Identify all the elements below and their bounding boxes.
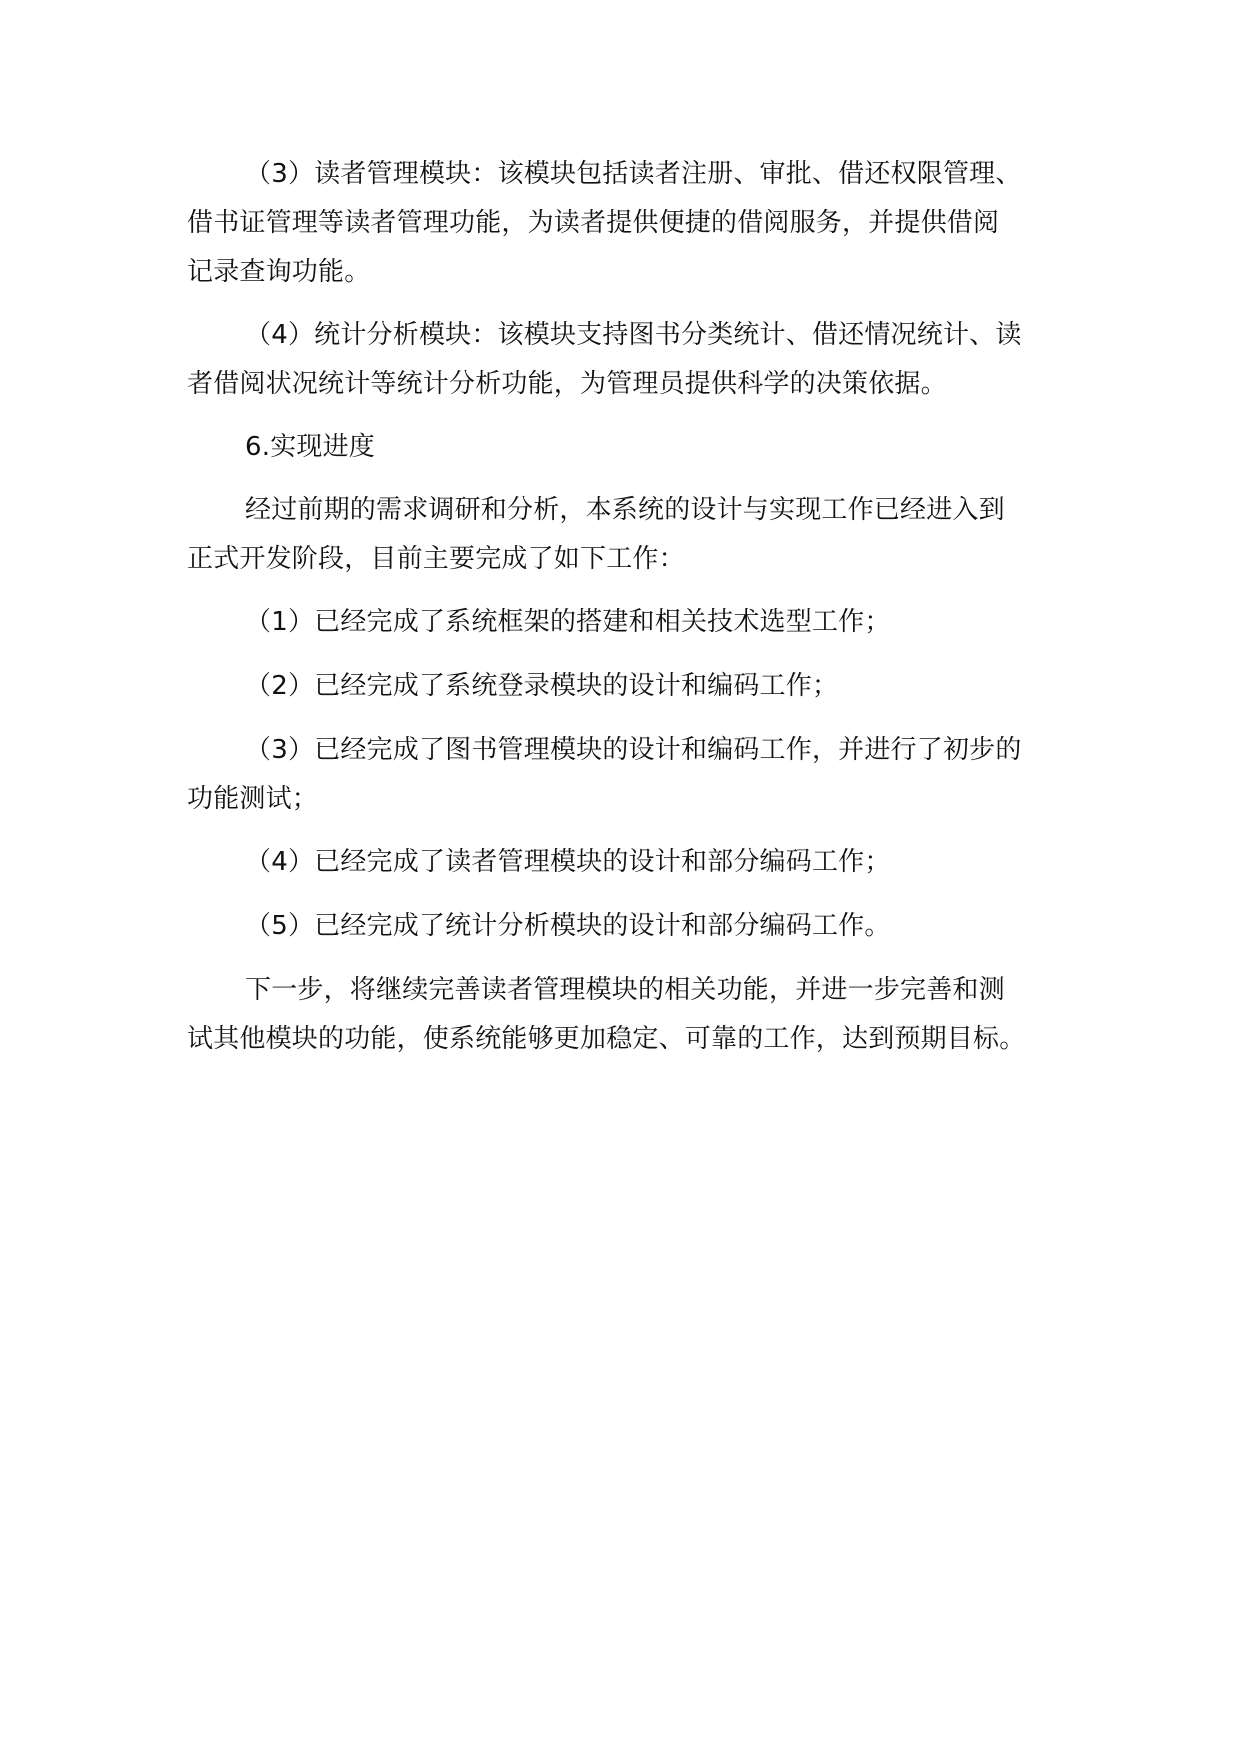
list-item-progress-1: [187, 598, 1087, 647]
text-line: （3）已经完成了图书管理模块的设计和编码工作，并进行了初步的: [245, 735, 1022, 765]
text-line: 借书证管理等读者管理功能，为读者提供便捷的借阅服务，并提供借阅: [187, 208, 1000, 238]
text-line: 者借阅状况统计等统计分析功能，为管理员提供科学的决策依据。: [187, 369, 947, 399]
text-line: （4）已经完成了读者管理模块的设计和部分编码工作；: [245, 847, 891, 877]
text-line: 下一步，将继续完善读者管理模块的相关功能，并进一步完善和测: [245, 975, 1005, 1005]
text-line: （3）读者管理模块：该模块包括读者注册、审批、借还权限管理、: [245, 159, 1022, 189]
text-line: （2）已经完成了系统登录模块的设计和编码工作；: [245, 671, 839, 701]
text-line: 正式开发阶段，目前主要完成了如下工作：: [187, 544, 685, 574]
section-heading-progress: [187, 423, 1087, 472]
text-line: 功能测试；: [187, 784, 319, 814]
text-line: 经过前期的需求调研和分析，本系统的设计与实现工作已经进入到: [245, 495, 1005, 525]
text-line: 试其他模块的功能，使系统能够更加稳定、可靠的工作，达到预期目标。: [187, 1024, 1026, 1054]
list-item-progress-3: [187, 726, 1087, 824]
list-item-progress-2: [187, 662, 1087, 711]
paragraph-next-steps: [187, 966, 1087, 1064]
text-line: （4）统计分析模块：该模块支持图书分类统计、借还情况统计、读: [245, 320, 1022, 350]
list-item-progress-4: [187, 838, 1087, 887]
paragraph-progress-intro: [187, 486, 1087, 584]
paragraph-statistics-module: [187, 311, 1087, 409]
list-item-progress-5: [187, 902, 1087, 951]
text-line: 记录查询功能。: [187, 257, 371, 287]
text-line: （5）已经完成了统计分析模块的设计和部分编码工作。: [245, 911, 891, 941]
text-line: 6.实现进度: [245, 432, 376, 462]
paragraph-reader-module: [187, 150, 1087, 297]
text-line: （1）已经完成了系统框架的搭建和相关技术选型工作；: [245, 607, 891, 637]
